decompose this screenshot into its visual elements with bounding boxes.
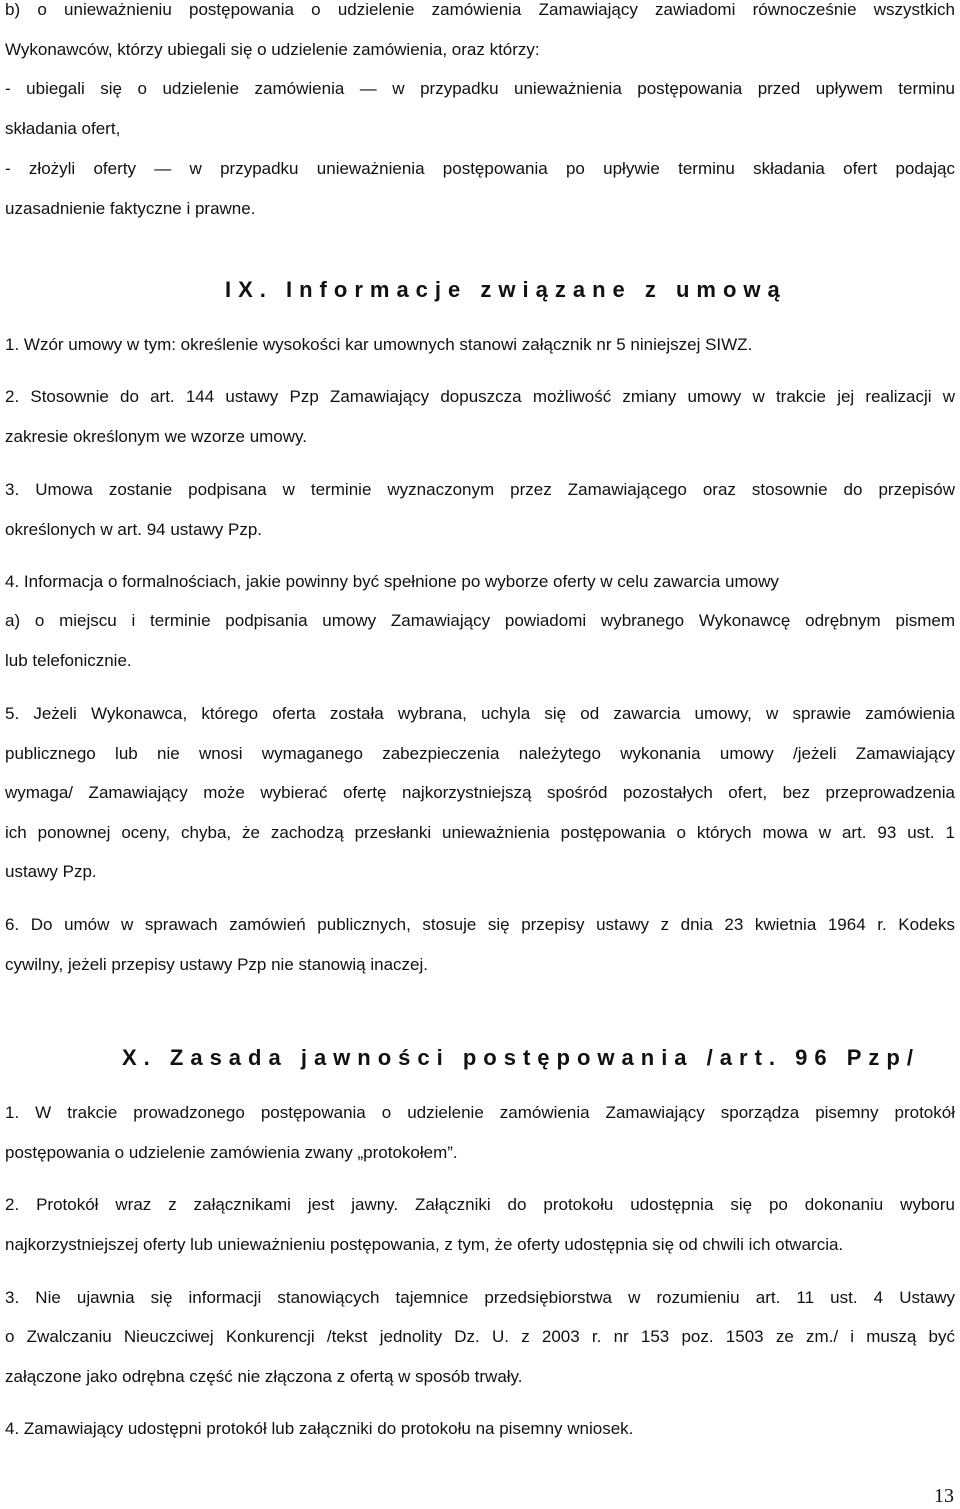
paragraph-line: 2. Protokół wraz z załącznikami jest jawny. Załączniki do protokołu udostępnia się po dokonaniu wyboru [5,1195,955,1214]
paragraph-line: - ubiegali się o udzielenie zamówienia — w przypadku unieważnienia postępowania przed upływem terminu [5,79,955,98]
paragraph-line: 6. Do umów w sprawach zamówień publicznych, stosuje się przepisy ustawy z dnia 23 kwietnia 1964 r. Kodeks [5,915,955,934]
section-heading-ix: IX. Informacje związane z umową [225,277,787,302]
paragraph-line: postępowania o udzielenie zamówienia zwany „protokołem”. [5,1143,458,1162]
paragraph-line: zakresie określonym we wzorze umowy. [5,427,307,446]
paragraph-line: 5. Jeżeli Wykonawca, którego oferta została wybrana, uchyla się od zawarcia umowy, w sprawie zamówienia [5,704,955,723]
paragraph-line: a) o miejscu i terminie podpisania umowy Zamawiający powiadomi wybranego Wykonawcę odrębnym pismem [5,611,955,630]
paragraph-line: ustawy Pzp. [5,862,97,881]
section-heading-x: X. Zasada jawności postępowania /art. 96 Pzp/ [122,1045,920,1070]
paragraph-line: 4. Zamawiający udostępni protokół lub załączniki do protokołu na pisemny wniosek. [5,1419,634,1438]
paragraph-line: publicznego lub nie wnosi wymaganego zabezpieczenia należytego wykonania umowy /jeżeli Zamawiający [5,744,955,763]
paragraph-line: 2. Stosownie do art. 144 ustawy Pzp Zamawiający dopuszcza możliwość zmiany umowy w trakcie jej realizacji w [5,387,955,406]
paragraph-line: najkorzystniejszej oferty lub unieważnieniu postępowania, z tym, że oferty udostępnia się od chwili ich otwarcia. [5,1235,844,1254]
paragraph-line: 1. Wzór umowy w tym: określenie wysokości kar umownych stanowi załącznik nr 5 niniejszej SIWZ. [5,335,753,354]
paragraph-line: ich ponownej oceny, chyba, że zachodzą przesłanki unieważnienia postępowania o których mowa w art. 93 ust. 1 [5,823,955,842]
paragraph-line: o Zwalczaniu Nieuczciwej Konkurencji /tekst jednolity Dz. U. z 2003 r. nr 153 poz. 1503 ze zm./ i muszą być [5,1327,955,1346]
paragraph-line: 3. Nie ujawnia się informacji stanowiących tajemnice przedsiębiorstwa w rozumieniu art. 11 ust. 4 Ustawy [5,1288,955,1307]
paragraph-line: lub telefonicznie. [5,651,132,670]
paragraph-line: załączone jako odrębna część nie złączona z ofertą w sposób trwały. [5,1367,523,1386]
paragraph-line: uzasadnienie faktyczne i prawne. [5,199,256,218]
paragraph-line: składania ofert, [5,119,121,138]
paragraph-line: 4. Informacja o formalnościach, jakie powinny być spełnione po wyborze oferty w celu zawarcia umowy [5,572,779,591]
paragraph-line: - złożyli oferty — w przypadku unieważnienia postępowania po upływie terminu składania ofert podając [5,159,955,178]
paragraph-line: określonych w art. 94 ustawy Pzp. [5,520,263,539]
paragraph-line: 1. W trakcie prowadzonego postępowania o udzielenie zamówienia Zamawiający sporządza pisemny protokół [5,1103,955,1122]
paragraph-line: cywilny, jeżeli przepisy ustawy Pzp nie stanowią inaczej. [5,955,428,974]
paragraph-line: wymaga/ Zamawiający może wybierać ofertę najkorzystniejszą spośród pozostałych ofert, bez przeprowadzenia [5,783,955,802]
page-number: 13 [934,1485,954,1507]
paragraph-line: Wykonawców, którzy ubiegali się o udzielenie zamówienia, oraz którzy: [5,40,540,59]
paragraph-line: 3. Umowa zostanie podpisana w terminie wyznaczonym przez Zamawiającego oraz stosownie do przepisów [5,480,955,499]
paragraph-line: b) o unieważnieniu postępowania o udzielenie zamówienia Zamawiający zawiadomi równocześnie wszystkich [5,0,955,19]
